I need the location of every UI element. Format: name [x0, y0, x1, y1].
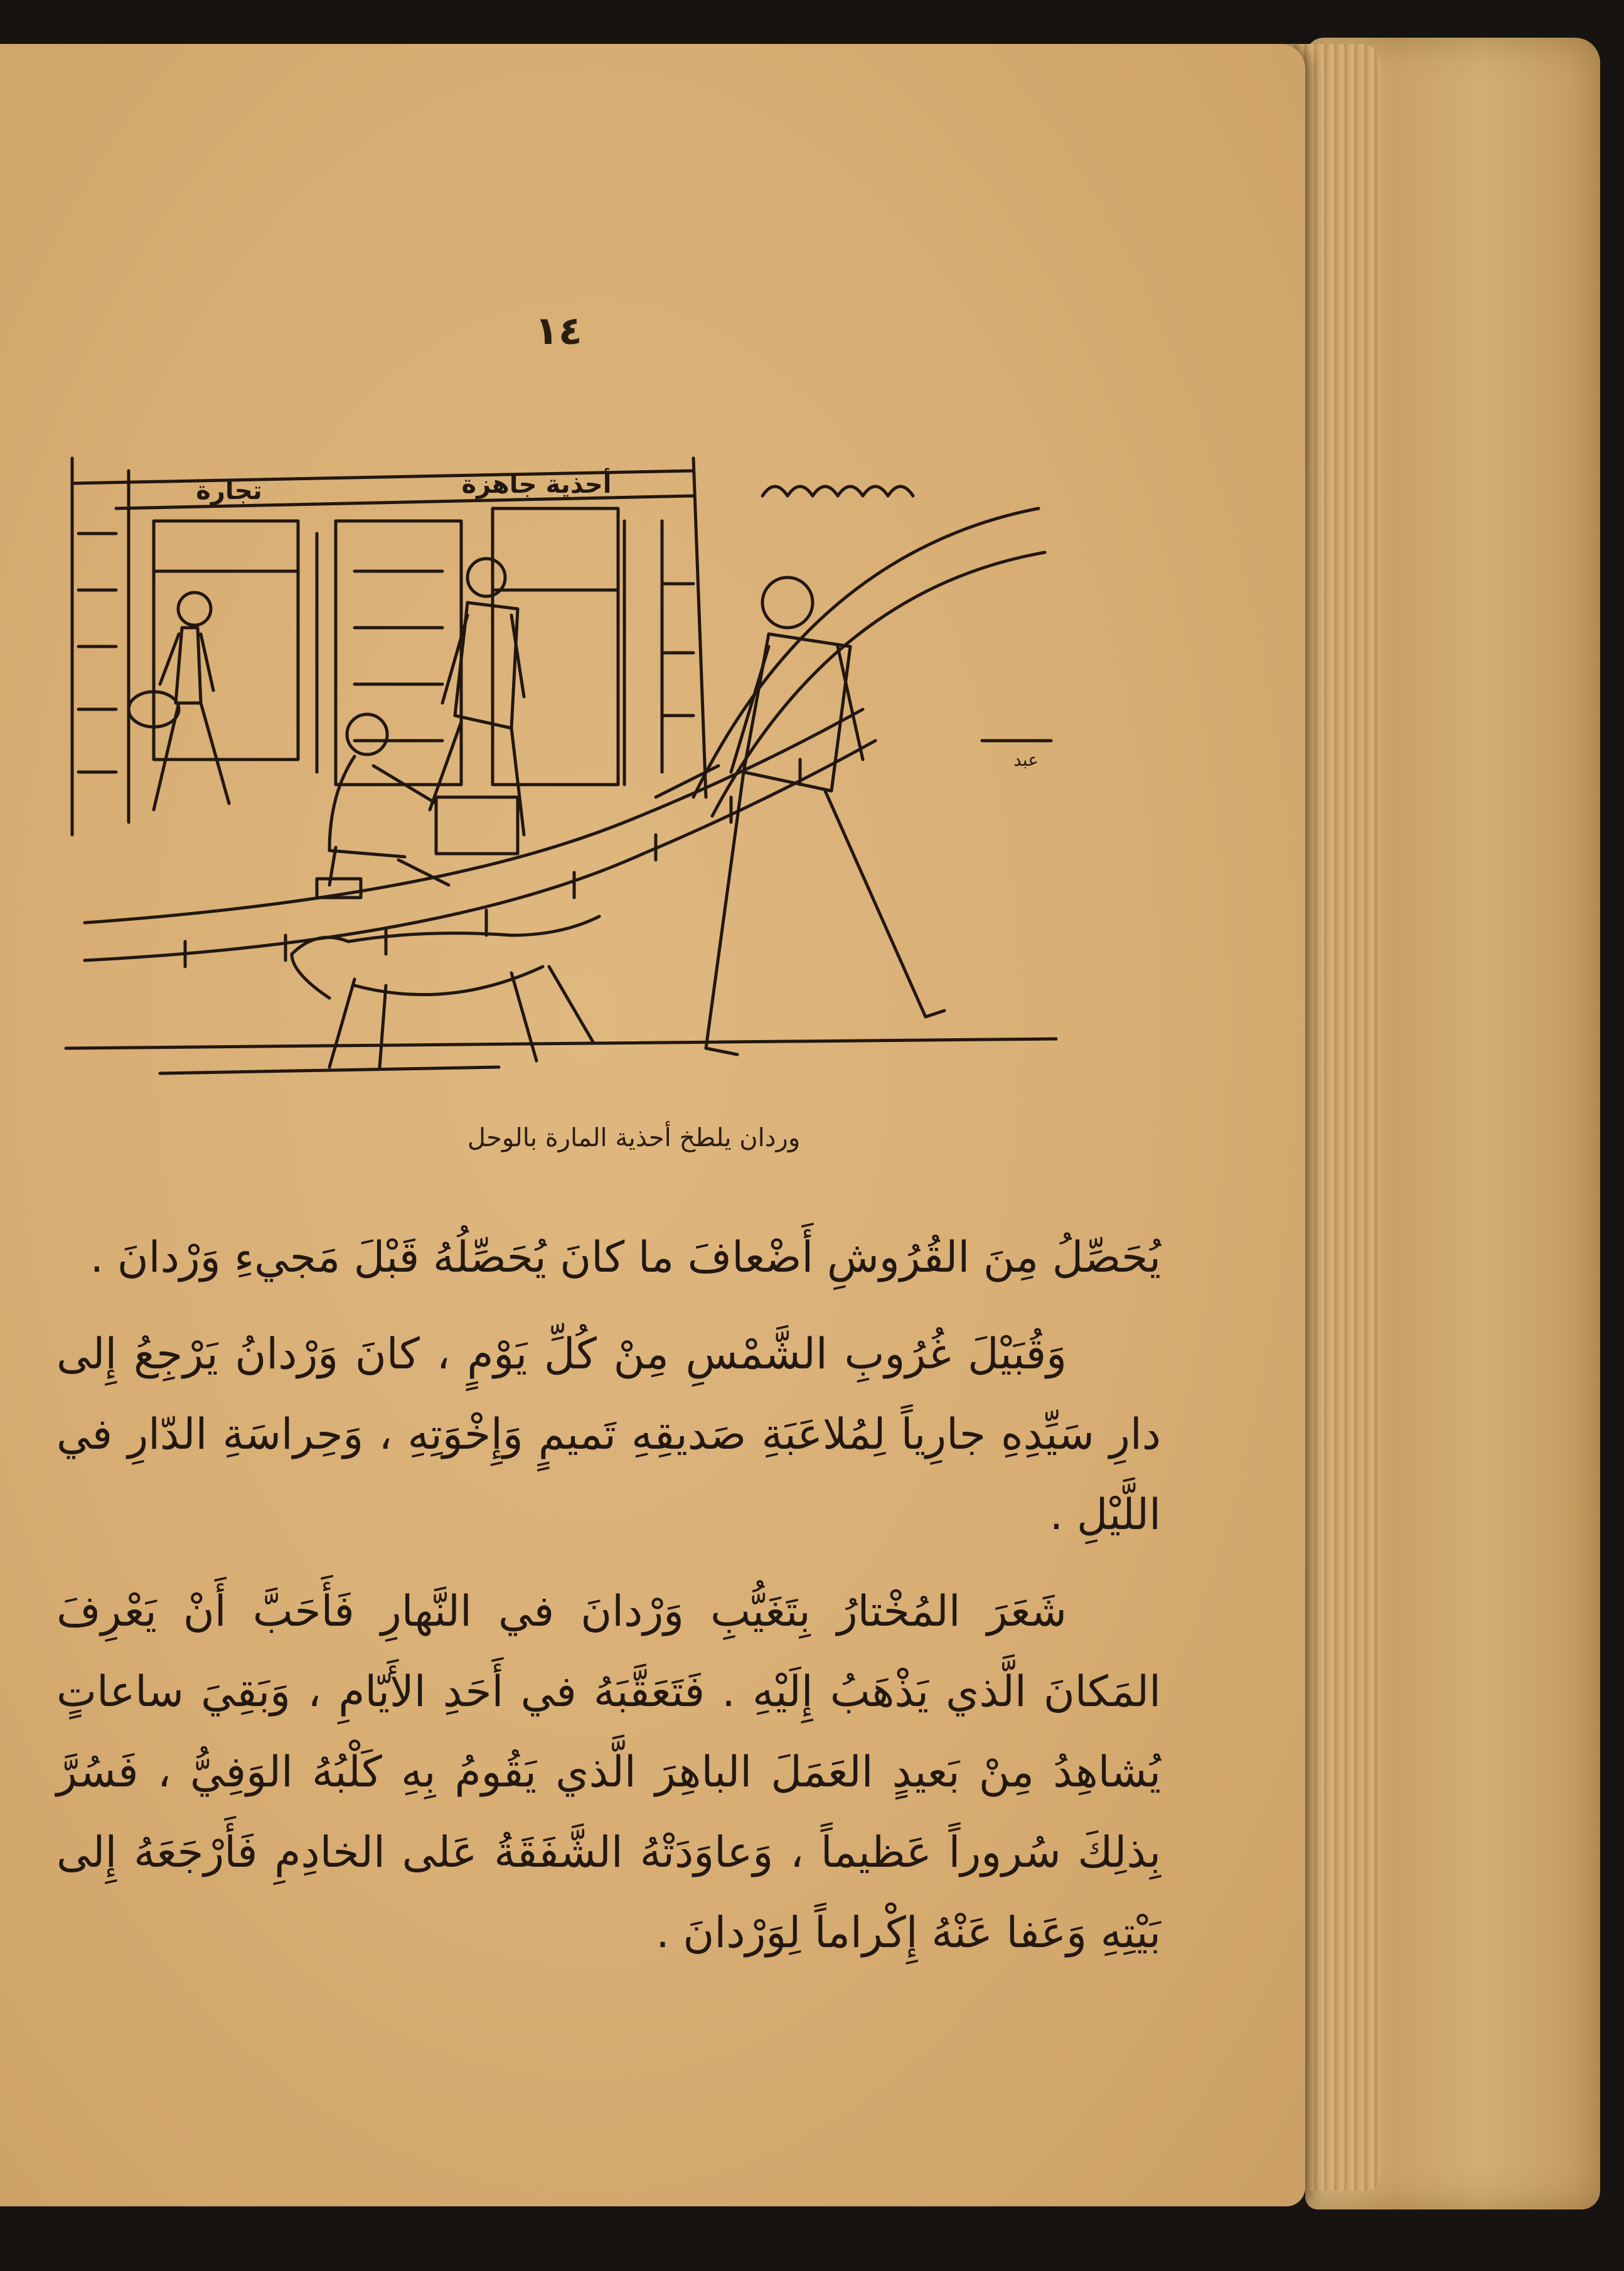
paragraph: شَعَرَ المُخْتارُ بِتَغَيُّبِ وَرْدانَ في النَّهارِ فَأَحَبَّ أَنْ يَعْرِفَ المَكانَ الَّذي يَذْهَبُ إِلَيْهِ . فَتَعَقَّبَهُ في أَحَدِ الأَيّامِ ، وَبَقِيَ ساعاتٍ يُشاهِدُ مِنْ بَعيدٍ العَمَلَ الباهِرَ الَّذي يَقُومُ بِهِ كَلْبُهُ الوَفِيُّ ، فَسُرَّ بِذلِكَ سُروراً عَظيماً ، وَعاوَدَتْهُ الشَّفَقَةُ عَلى الخادِمِ فَأَرْجَعَهُ إِلى بَيْتِهِ وَعَفا عَنْهُ إِكْراماً لِوَرْدانَ . [56, 1587, 1161, 1958]
bridge-arch [693, 486, 1051, 816]
page-number: ١٤ [535, 308, 582, 353]
walking-boy [129, 593, 229, 810]
standing-customer [430, 559, 524, 835]
shop-facade [72, 458, 706, 835]
shop-sign-left: تجارة [196, 476, 262, 505]
paragraph: يُحَصِّلُ مِنَ القُرُوشِ أَضْعافَ ما كانَ يُحَصِّلُهُ قَبْلَ مَجيءِ وَرْدانَ . [90, 1233, 1161, 1282]
paragraph: وَقُبَيْلَ غُرُوبِ الشَّمْسِ مِنْ كُلِّ يَوْمٍ ، كانَ وَرْدانُ يَرْجِعُ إِلى دارِ سَيِّدِهِ جارِياً لِمُلاعَبَةِ صَديقِهِ تَميمٍ وَإِخْوَتِهِ ، وَحِراسَةِ الدّارِ في اللَّيْلِ . [56, 1329, 1161, 1540]
sidewalk-curb [66, 709, 1057, 1073]
book-page [0, 44, 1305, 2206]
body-text [56, 1218, 1161, 1990]
shop-sign-center: أحذية جاهزة [461, 470, 612, 499]
artist-signature: عبد [1013, 749, 1039, 770]
street-illustration [60, 446, 1057, 1105]
illustration-caption: وردان يلطخ أحذية المارة بالوحل [467, 1124, 801, 1152]
